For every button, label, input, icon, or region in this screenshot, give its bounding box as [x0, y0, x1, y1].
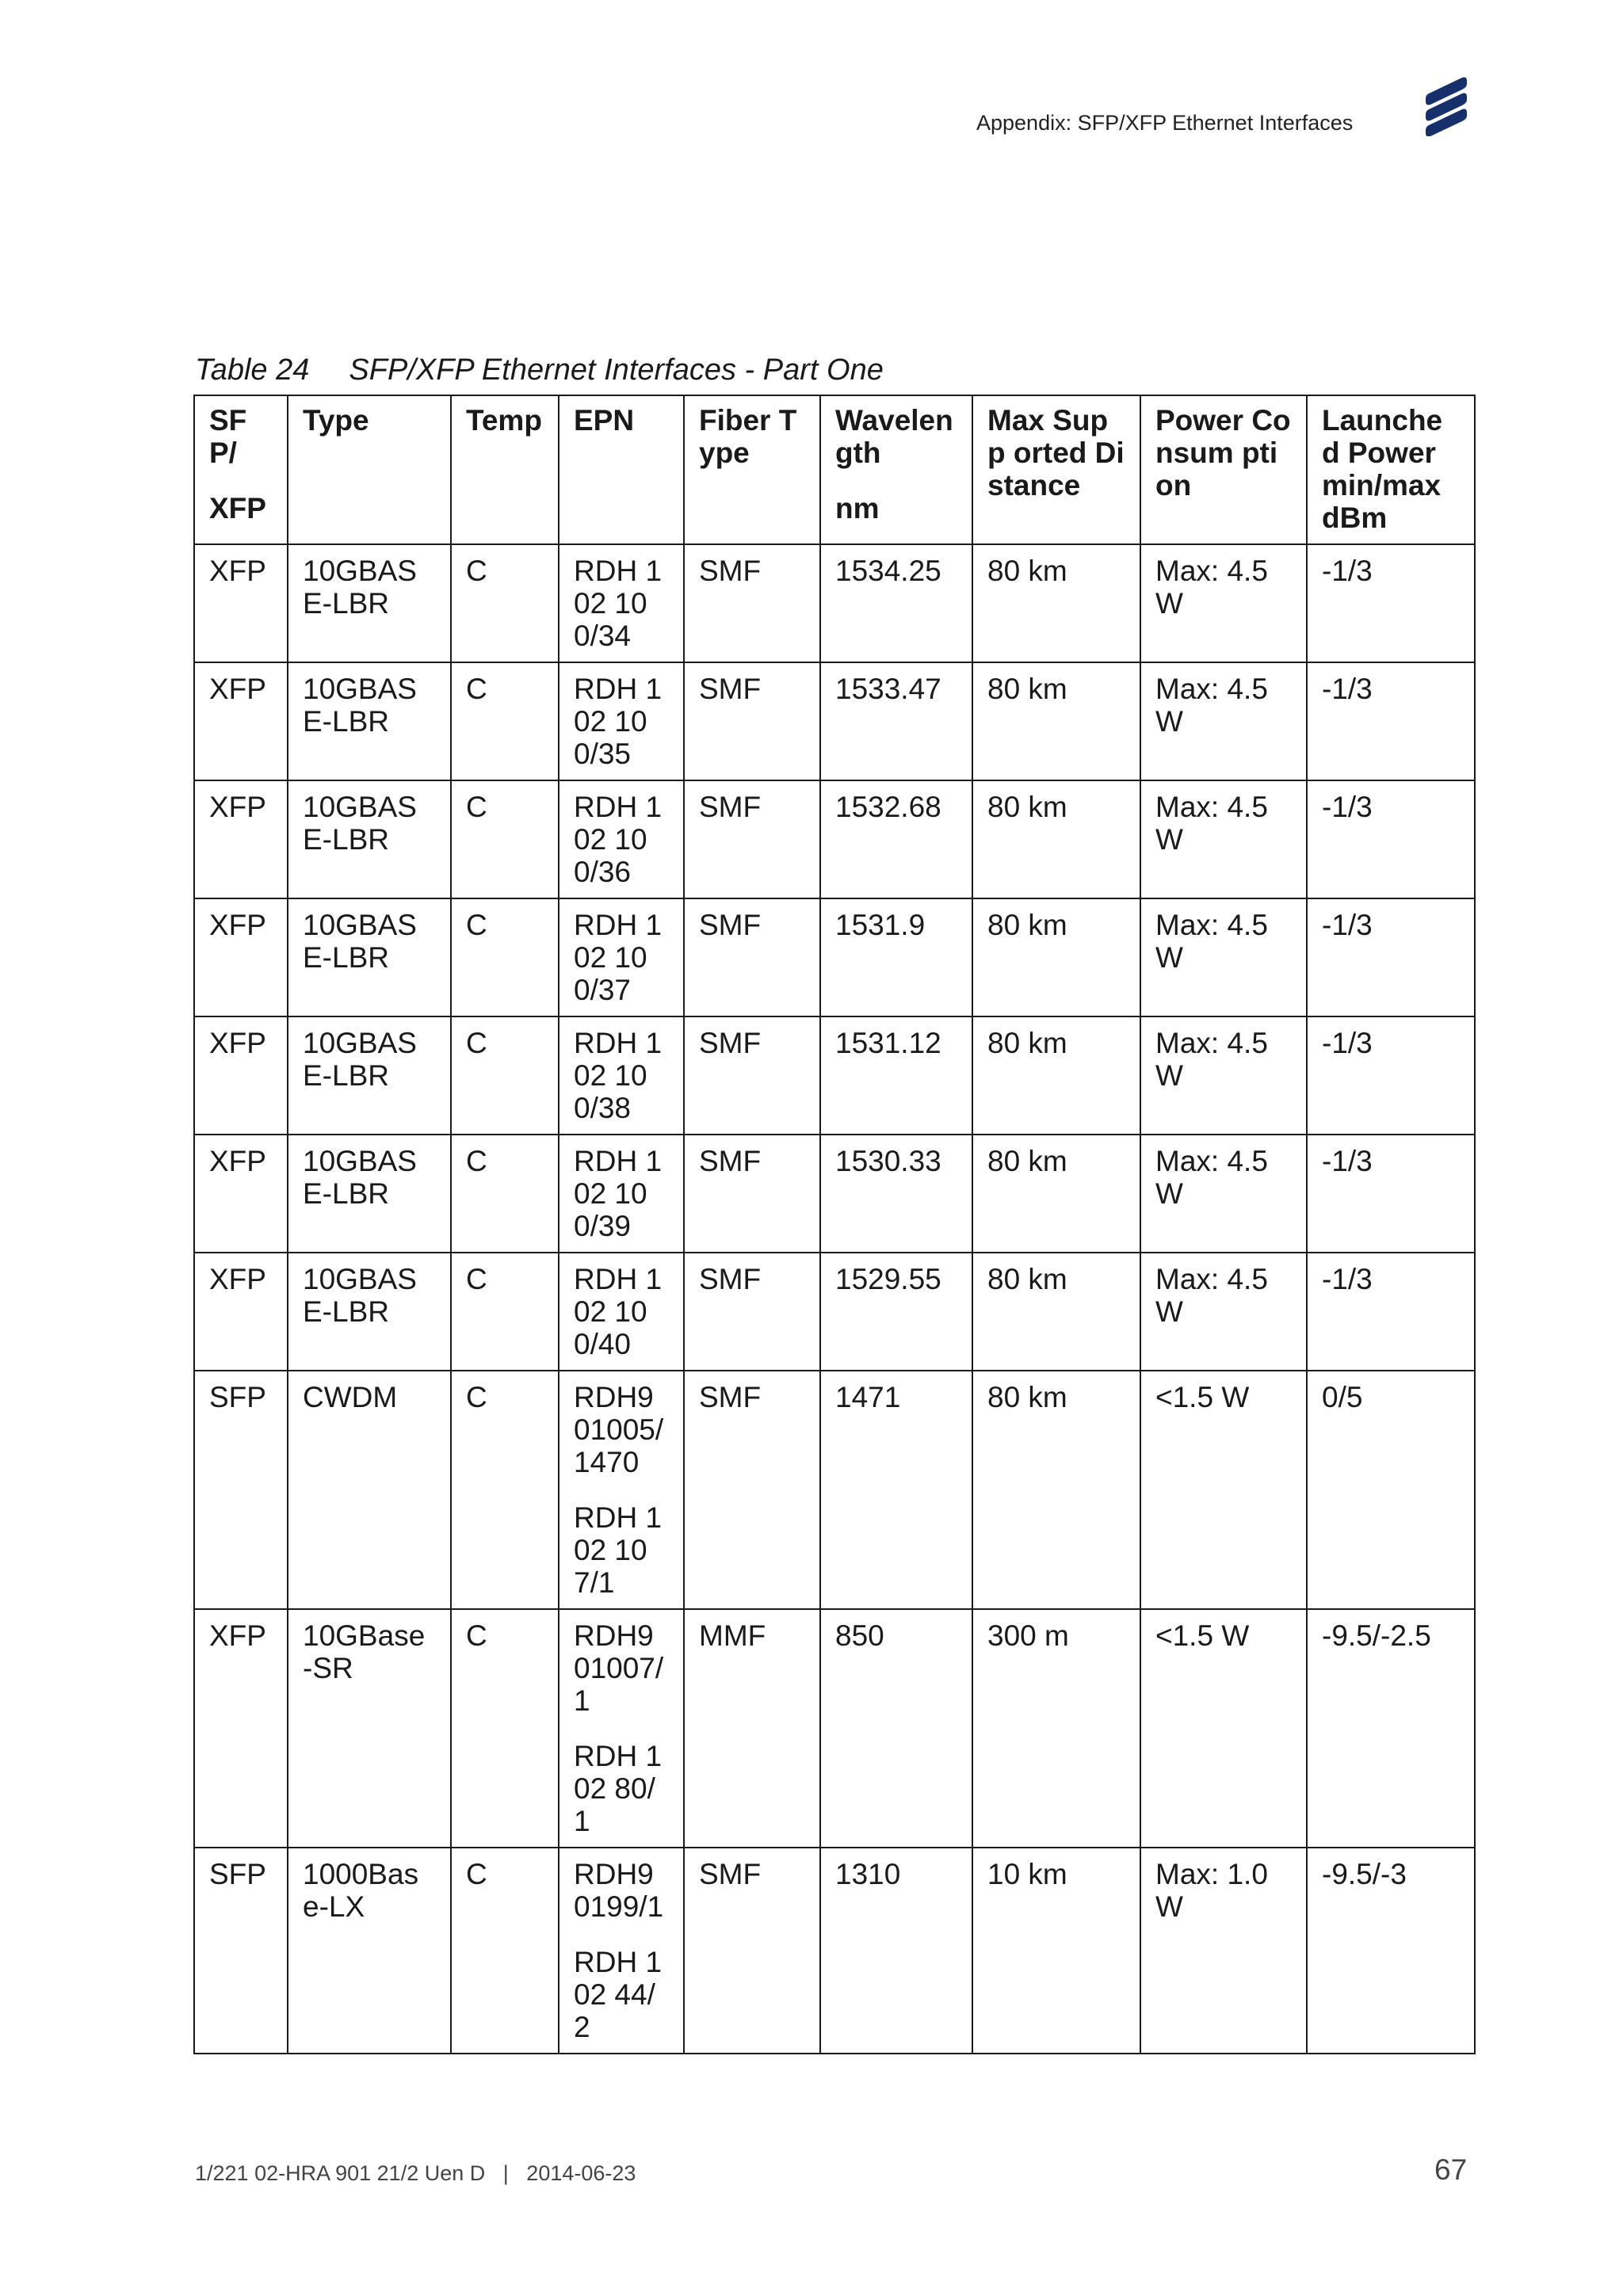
table-cell: 80 km [972, 544, 1140, 662]
table-header-row [194, 395, 1475, 544]
table-cell [559, 1135, 684, 1253]
column-header-text: Launche d Power min/max dBm [1322, 404, 1443, 534]
table-cell-text: RDH 102 100/35 [574, 673, 663, 770]
table-cell: 1531.12 [820, 1016, 972, 1135]
table-cell: SMF [684, 1848, 820, 2054]
table-cell [559, 1371, 684, 1609]
table-cell-text: RDH 102 100/36 [574, 791, 663, 888]
table-cell: C [451, 1848, 559, 2054]
table-cell: 80 km [972, 1135, 1140, 1253]
table-cell [559, 662, 684, 780]
column-header [288, 395, 451, 544]
table-cell: 80 km [972, 1253, 1140, 1371]
table-cell-text: RDH 102 80/1 [574, 1740, 663, 1837]
table-cell: C [451, 898, 559, 1016]
table-row [194, 1016, 1475, 1135]
table-cell: XFP [194, 1609, 288, 1848]
table-cell: 80 km [972, 662, 1140, 780]
table-cell: Max: 4.5 W [1140, 1253, 1307, 1371]
table-cell: SMF [684, 1253, 820, 1371]
table-cell: 80 km [972, 780, 1140, 898]
table-cell: XFP [194, 1135, 288, 1253]
table-cell: Max: 4.5 W [1140, 780, 1307, 898]
table-cell: C [451, 1016, 559, 1135]
table-cell: C [451, 1135, 559, 1253]
ericsson-logo [1423, 76, 1470, 136]
column-header [559, 395, 684, 544]
table-cell: XFP [194, 1016, 288, 1135]
table-cell: -9.5/-3 [1307, 1848, 1475, 2054]
table-cell: SMF [684, 544, 820, 662]
table-cell: XFP [194, 662, 288, 780]
table-cell: SMF [684, 1135, 820, 1253]
column-header-text: Fiber Type [699, 404, 797, 469]
table-cell: SMF [684, 662, 820, 780]
table-cell: Max: 4.5 W [1140, 1016, 1307, 1135]
table-cell: Max: 1.0 W [1140, 1848, 1307, 2054]
table-caption-label: Table 24 [195, 353, 310, 387]
table-cell: 1534.25 [820, 544, 972, 662]
column-header [194, 395, 288, 544]
table-cell-text: RDH 102 100/38 [574, 1027, 663, 1124]
footer-doc-id: 1/221 02-HRA 901 21/2 Uen D [195, 2161, 486, 2185]
table-cell: 10 km [972, 1848, 1140, 2054]
table-cell: XFP [194, 1253, 288, 1371]
footer-date: 2014-06-23 [526, 2161, 636, 2185]
table-cell: Max: 4.5 W [1140, 898, 1307, 1016]
table-cell: 1530.33 [820, 1135, 972, 1253]
table-cell: 300 m [972, 1609, 1140, 1848]
table-row [194, 780, 1475, 898]
table-caption [195, 353, 884, 387]
table-cell: 80 km [972, 1016, 1140, 1135]
table-cell: C [451, 544, 559, 662]
table-cell: C [451, 780, 559, 898]
table-cell: <1.5 W [1140, 1609, 1307, 1848]
table-cell: SMF [684, 780, 820, 898]
column-header-text: EPN [574, 404, 635, 437]
table-cell: 0/5 [1307, 1371, 1475, 1609]
table-cell-text: RDH 102 44/2 [574, 1946, 663, 2043]
table-cell-text: RDH9 0199/1 [574, 1858, 664, 1923]
column-header [1140, 395, 1307, 544]
table-cell: SFP [194, 1848, 288, 2054]
table-cell: -1/3 [1307, 662, 1475, 780]
table-cell-text: RDH 102 107/1 [574, 1501, 663, 1599]
table-cell [559, 1848, 684, 2054]
table-cell: 1532.68 [820, 780, 972, 898]
sfp-xfp-interfaces-table [193, 395, 1476, 2054]
table-cell: CWDM [288, 1371, 451, 1609]
table-cell: 1529.55 [820, 1253, 972, 1371]
table-row [194, 1371, 1475, 1609]
table-cell [559, 780, 684, 898]
table-cell: 10GBAS E-LBR [288, 1253, 451, 1371]
column-header [1307, 395, 1475, 544]
table-cell: 80 km [972, 898, 1140, 1016]
footer-separator: | [502, 2161, 509, 2185]
table-cell: C [451, 662, 559, 780]
table-cell [559, 1253, 684, 1371]
table-cell: 1533.47 [820, 662, 972, 780]
table-cell: XFP [194, 898, 288, 1016]
table-cell: 10GBAS E-LBR [288, 1016, 451, 1135]
table-cell: 10GBAS E-LBR [288, 898, 451, 1016]
table-row [194, 898, 1475, 1016]
table-cell [559, 1609, 684, 1848]
table-cell: Max: 4.5 W [1140, 662, 1307, 780]
column-header [684, 395, 820, 544]
page-number: 67 [1434, 2153, 1468, 2186]
table-cell: 850 [820, 1609, 972, 1848]
column-header [972, 395, 1140, 544]
table-cell-text: RDH 102 100/40 [574, 1263, 663, 1360]
table-cell: 10GBAS E-LBR [288, 544, 451, 662]
table-cell: XFP [194, 544, 288, 662]
table-cell: SMF [684, 1016, 820, 1135]
table-cell: -1/3 [1307, 780, 1475, 898]
table-body [194, 544, 1475, 2054]
table-cell [559, 544, 684, 662]
table-cell: <1.5 W [1140, 1371, 1307, 1609]
table-cell: 10GBase -SR [288, 1609, 451, 1848]
column-header-text: Power Consum ption [1155, 404, 1291, 502]
table-cell: 1000Bas e-LX [288, 1848, 451, 2054]
table-cell: 10GBAS E-LBR [288, 662, 451, 780]
table-row [194, 1135, 1475, 1253]
header-section-title: Appendix: SFP/XFP Ethernet Interfaces [976, 111, 1354, 135]
table-caption-title: SFP/XFP Ethernet Interfaces - Part One [349, 353, 884, 387]
column-header-text: Temp [466, 404, 542, 437]
table-cell: SMF [684, 1371, 820, 1609]
table-cell [559, 898, 684, 1016]
column-header-text: Wavelen gth [835, 404, 953, 469]
table-cell: C [451, 1253, 559, 1371]
table-cell: 80 km [972, 1371, 1140, 1609]
column-header-text: SFP/ [209, 404, 247, 469]
table-cell: C [451, 1371, 559, 1609]
table-cell: 1471 [820, 1371, 972, 1609]
table-cell: Max: 4.5 W [1140, 544, 1307, 662]
table-cell: -9.5/-2.5 [1307, 1609, 1475, 1848]
column-header [820, 395, 972, 544]
table-cell-text: RDH 102 100/37 [574, 909, 663, 1006]
table-cell: 1531.9 [820, 898, 972, 1016]
table-cell: -1/3 [1307, 1016, 1475, 1135]
table-cell: 1310 [820, 1848, 972, 2054]
column-header [451, 395, 559, 544]
table-cell: -1/3 [1307, 898, 1475, 1016]
table-row [194, 662, 1475, 780]
table-header [194, 395, 1475, 544]
table-cell: MMF [684, 1609, 820, 1848]
table-cell-text: RDH 102 100/39 [574, 1145, 663, 1242]
table-cell: Max: 4.5 W [1140, 1135, 1307, 1253]
column-header-text: XFP [209, 492, 266, 524]
column-header-text: nm [835, 492, 880, 524]
table-row [194, 544, 1475, 662]
table-cell: -1/3 [1307, 1135, 1475, 1253]
column-header-text: Max Supp orted Distance [987, 404, 1125, 502]
table-cell: -1/3 [1307, 544, 1475, 662]
column-header-text: Type [303, 404, 369, 437]
table-cell: SMF [684, 898, 820, 1016]
table-row [194, 1253, 1475, 1371]
table-row [194, 1609, 1475, 1848]
table-cell: -1/3 [1307, 1253, 1475, 1371]
table-cell: XFP [194, 780, 288, 898]
table-cell [559, 1016, 684, 1135]
table-cell: 10GBAS E-LBR [288, 780, 451, 898]
table-cell-text: RDH9 01007/ 1 [574, 1619, 664, 1717]
table-cell-text: RDH 102 100/34 [574, 555, 663, 652]
table-cell-text: RDH9 01005/ 1470 [574, 1381, 664, 1478]
table-row [194, 1848, 1475, 2054]
footer-doc-info [195, 2161, 636, 2186]
table-cell: 10GBAS E-LBR [288, 1135, 451, 1253]
table-cell: C [451, 1609, 559, 1848]
table-cell: SFP [194, 1371, 288, 1609]
